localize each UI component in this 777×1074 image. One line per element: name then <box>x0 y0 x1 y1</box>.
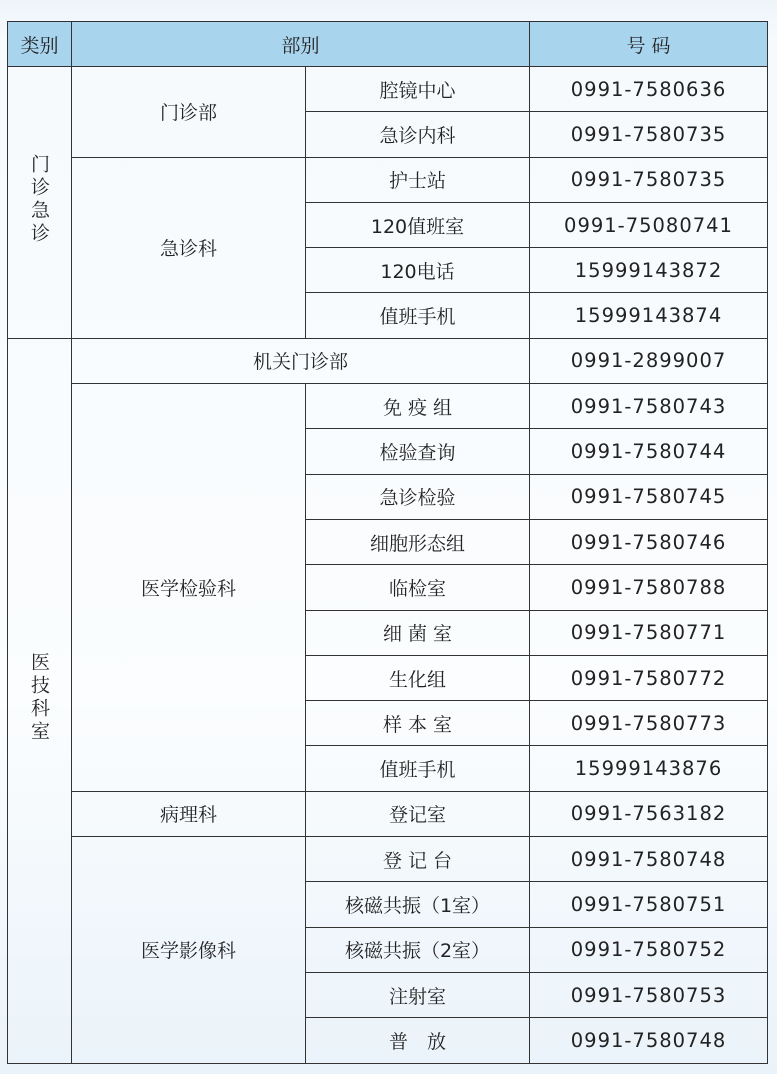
sub-dept-cell: 腔镜中心 <box>306 67 530 112</box>
phone-cell: 0991-7580636 <box>530 67 768 112</box>
phone-cell: 0991-7580735 <box>530 157 768 202</box>
phone-cell: 0991-7580743 <box>530 384 768 429</box>
phone-cell: 0991-7580748 <box>530 837 768 882</box>
table-row <box>8 384 768 429</box>
dept-cell: 门诊部 <box>72 67 306 158</box>
header-phone: 号 码 <box>530 22 768 67</box>
sub-dept-cell: 检验查询 <box>306 429 530 474</box>
phone-cell: 0991-7580788 <box>530 565 768 610</box>
phone-cell: 0991-7580744 <box>530 429 768 474</box>
sub-dept-cell: 登记室 <box>306 791 530 836</box>
table-body <box>8 67 768 1064</box>
sub-dept-cell: 登 记 台 <box>306 837 530 882</box>
phone-cell: 0991-7580746 <box>530 519 768 564</box>
phone-cell: 15999143876 <box>530 746 768 791</box>
header-category: 类别 <box>8 22 72 67</box>
table-row <box>8 157 768 202</box>
phone-cell: 0991-7580753 <box>530 972 768 1017</box>
sub-dept-cell: 样 本 室 <box>306 701 530 746</box>
phone-cell: 0991-7580745 <box>530 474 768 519</box>
category-cell <box>8 338 72 1063</box>
sub-dept-cell: 核磁共振（2室） <box>306 927 530 972</box>
phone-cell: 0991-7580771 <box>530 610 768 655</box>
sub-dept-cell: 值班手机 <box>306 746 530 791</box>
sub-dept-cell: 值班手机 <box>306 293 530 338</box>
phone-cell: 0991-7563182 <box>530 791 768 836</box>
phone-directory-table <box>7 21 768 1064</box>
header-dept: 部别 <box>72 22 530 67</box>
sub-dept-cell: 普 放 <box>306 1018 530 1063</box>
phone-cell: 0991-2899007 <box>530 338 768 383</box>
phone-cell: 15999143874 <box>530 293 768 338</box>
dept-cell: 医学检验科 <box>72 384 306 792</box>
sub-dept-cell: 急诊内科 <box>306 112 530 157</box>
phone-cell: 0991-7580751 <box>530 882 768 927</box>
sub-dept-cell: 免 疫 组 <box>306 384 530 429</box>
sub-dept-cell: 注射室 <box>306 972 530 1017</box>
sub-dept-cell: 急诊检验 <box>306 474 530 519</box>
phone-cell: 0991-7580773 <box>530 701 768 746</box>
phone-cell: 0991-75080741 <box>530 202 768 247</box>
table-row <box>8 338 768 383</box>
sub-dept-cell: 细 菌 室 <box>306 610 530 655</box>
category-label: 门诊急诊 <box>28 153 50 246</box>
sub-dept-cell: 120电话 <box>306 248 530 293</box>
sub-dept-cell: 临检室 <box>306 565 530 610</box>
header-row <box>8 22 768 67</box>
dept-cell: 医学影像科 <box>72 837 306 1063</box>
phone-cell: 0991-7580735 <box>530 112 768 157</box>
table-row <box>8 791 768 836</box>
category-cell <box>8 67 72 339</box>
phone-cell: 15999143872 <box>530 248 768 293</box>
sub-dept-cell: 细胞形态组 <box>306 519 530 564</box>
category-label: 医技科室 <box>28 652 50 745</box>
sub-dept-cell: 核磁共振（1室） <box>306 882 530 927</box>
phone-cell: 0991-7580772 <box>530 655 768 700</box>
dept-cell: 急诊科 <box>72 157 306 338</box>
dept-cell: 机关门诊部 <box>72 338 530 383</box>
phone-cell: 0991-7580752 <box>530 927 768 972</box>
sub-dept-cell: 生化组 <box>306 655 530 700</box>
table-row <box>8 837 768 882</box>
phone-cell: 0991-7580748 <box>530 1018 768 1063</box>
sub-dept-cell: 120值班室 <box>306 202 530 247</box>
dept-cell: 病理科 <box>72 791 306 836</box>
sub-dept-cell: 护士站 <box>306 157 530 202</box>
table-row <box>8 67 768 112</box>
